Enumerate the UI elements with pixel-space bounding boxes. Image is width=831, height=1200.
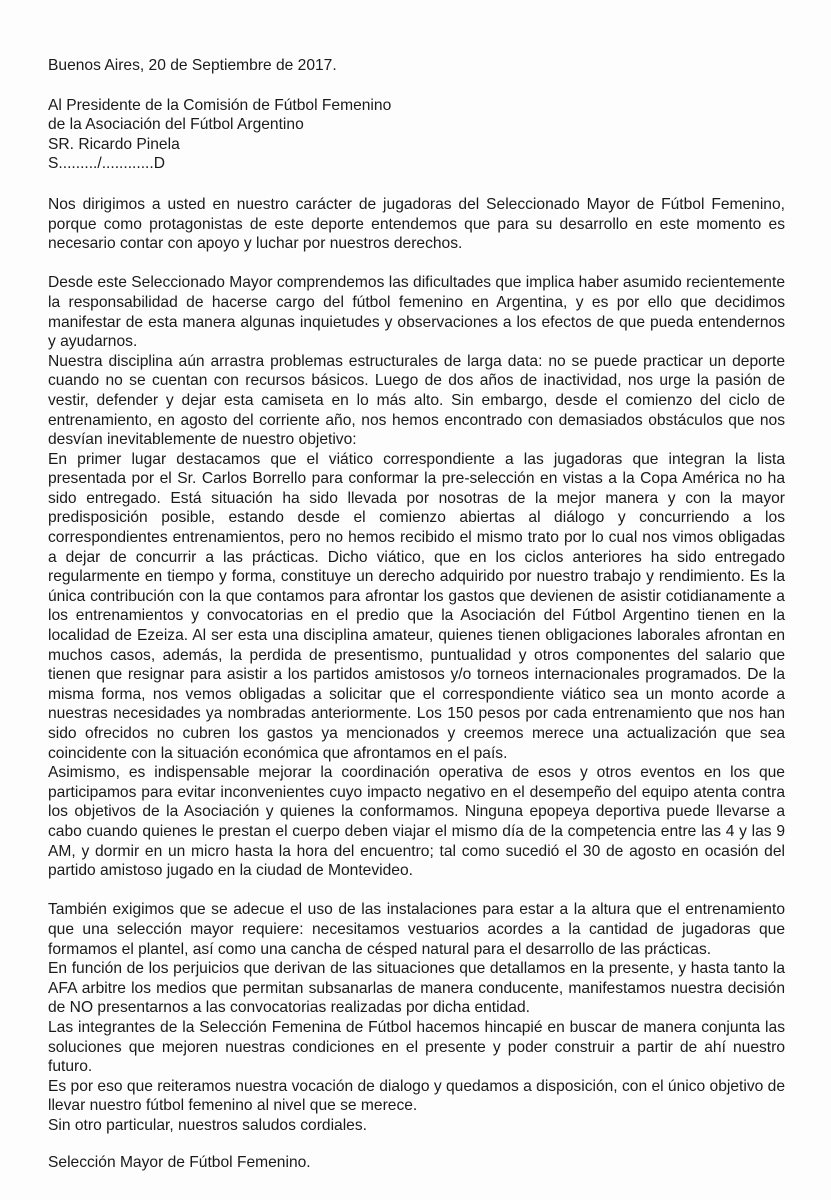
paragraph-solutions: Las integrantes de la Selección Femenina de Fútbol hacemos hincapié en buscar de manera conjunta las soluciones que mejoren nuestras condiciones en el presente y poder construir a partir de ahí nuestro futuro. <box>48 1018 785 1076</box>
paragraph-coordination: Asimismo, es indispensable mejorar la coordinación operativa de esos y otros eventos en los que participamos para evitar inconvenientes cuyo impacto negativo en el desempeño del equipo atenta contra los objetivos de la Asociación y quienes la conformamos. Ninguna epopeya deportiva puede llevarse a cabo cuando quienes le prestan el cuerpo deben viajar el mismo día de la competencia entre las 4 y las 9 AM, y dormir en un micro hasta la hora del encuentro; tal como sucedió el 30 de agosto en ocasión del partido amistoso jugado en la ciudad de Montevideo. <box>48 764 785 880</box>
paragraph-intro: Nos dirigimos a usted en nuestro carácter de jugadoras del Seleccionado Mayor de Fútbol Femenino, porque como protagonistas de este deporte entendemos que para su desarrollo en este momento es necesario contar con apoyo y luchar por nuestros derechos. <box>48 195 785 253</box>
signature: Selección Mayor de Fútbol Femenino. <box>48 1154 311 1172</box>
paragraph-closing: Sin otro particular, nuestros saludos cordiales. <box>48 1116 367 1134</box>
date-line: Buenos Aires, 20 de Septiembre de 2017. <box>48 57 337 74</box>
paragraph-understanding: Desde este Seleccionado Mayor comprendemos las dificultades que implica haber asumido recientemente la responsabilidad de hacerse cargo del fútbol femenino en Argentina, y es por ello que decidimos manifestar de esta manera algunas inquietudes y observaciones a los efectos de que pueda entendernos y ayudarnos. <box>48 274 785 351</box>
addressee-line: de la Asociación del Fútbol Argentino <box>48 116 304 134</box>
addressee-line: S........./............D <box>48 155 165 173</box>
addressee-line: SR. Ricardo Pinela <box>48 135 180 153</box>
paragraph-structural-problems: Nuestra disciplina aún arrastra problemas estructurales de larga data: no se puede practicar un deporte cuando no se cuentan con recursos básicos. Luego de dos años de inactividad, nos urge la pasión de vestir, defender y dejar esta camiseta en lo más alto. Sin embargo, desde el comienzo del ciclo de entrenamiento, en agosto del corriente año, nos hemos encontrado con demasiados obstáculos que nos desvían inevitablemente de nuestro objetivo: <box>48 352 785 449</box>
paragraph-viatico: En primer lugar destacamos que el viático correspondiente a las jugadoras que integran la lista presentada por el Sr. Carlos Borrello para conformar la pre-selección en vistas a la Copa América no ha sido entregado. Está situación ha sido llevada por nosotras de la mejor manera y con la mayor predisposición posible, estando desde el comienzo abiertas al diálogo y concurriendo a los correspondientes entrenamientos, pero no hemos recibido el mismo trato por lo cual nos vimos obligadas a dejar de concurrir a las prácticas. Dicho viático, que en los ciclos anteriores ha sido entregado regularmente en tiempo y forma, constituye un derecho adquirido por nuestro trabajo y rendimiento. Es la única contribución con la que contamos para afrontar los gastos que devienen de asistir cotidianamente a los entrenamientos y convocatorias en el predio que la Asociación del Fútbol Argentino tienen en la localidad de Ezeiza. Al ser esta una disciplina amateur, quienes tienen obligaciones laborales afrontan en muchos casos, además, la perdida de presentismo, puntualidad y otros componentes del salario que tienen que resignar para asistir a los partidos amistosos y/o torneos internacionales programados. De la misma forma, nos vemos obligadas a solicitar que el correspondiente viático sea un monto acorde a nuestras necesidades ya nombradas anteriormente. Los 150 pesos por cada entrenamiento que nos han sido ofrecidos no cubren los gastos ya mencionados y creemos merece una actualización que sea coincidente con la situación económica que afrontamos en el país. <box>48 450 785 762</box>
paragraph-gap <box>48 881 785 901</box>
paragraph-dialogue: Es por eso que reiteramos nuestra vocación de dialogo y quedamos a disposición, con el único objetivo de llevar nuestro fútbol femenino al nivel que se merece. <box>48 1077 785 1115</box>
addressee-line: Al Presidente de la Comisión de Fútbol Femenino <box>48 96 392 114</box>
paragraph-gap <box>48 254 785 274</box>
addressee-block <box>48 96 785 174</box>
paragraph-facilities: También exigimos que se adecue el uso de las instalaciones para estar a la altura que el entrenamiento que una selección mayor requiere: necesitamos vestuarios acordes a la cantidad de jugadoras que formamos el plantel, así como una cancha de césped natural para el desarrollo de las prácticas. <box>48 901 785 958</box>
paragraph-decision: En función de los perjuicios que derivan de las situaciones que detallamos en la presente, y hasta tanto la AFA arbitre los medios que permitan subsanarlas de manera conducente, manifestamos nuestra decisión de NO presentarnos a las convocatorias realizadas por dicha entidad. <box>48 960 785 1017</box>
